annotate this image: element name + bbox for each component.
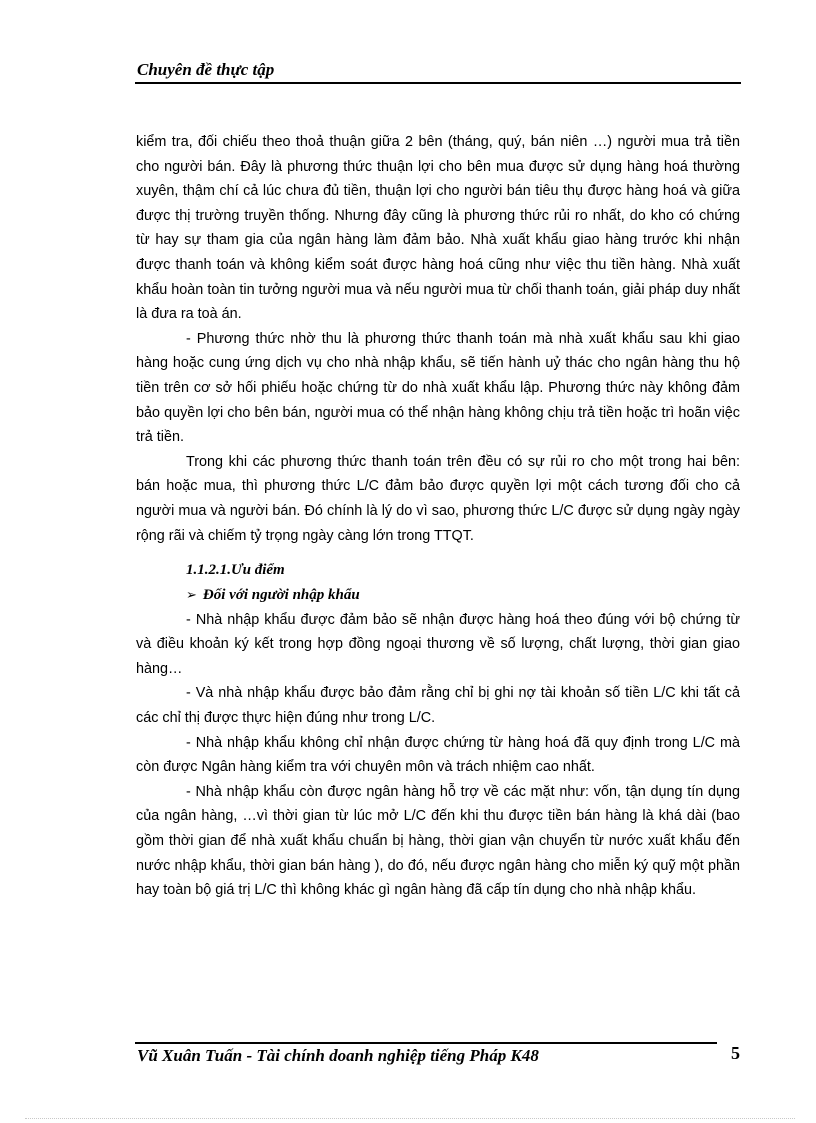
footer-author: Vũ Xuân Tuấn - Tài chính doanh nghiệp tiếng Pháp K48 <box>137 1046 539 1065</box>
section-heading: 1.1.2.1.Ưu điểm <box>186 562 285 579</box>
paragraph-advantage-3: - Nhà nhập khẩu không chỉ nhận được chứng từ hàng hoá đã quy định trong L/C mà còn được Ngân hàng kiểm tra với chuyên môn và trách nhiệm cao nhất. <box>136 734 740 776</box>
paragraph-advantage-4: - Nhà nhập khẩu còn được ngân hàng hỗ trợ về các mặt như: vốn, tận dụng tín dụng của ngân hàng, …vì thời gian từ lúc mở L/C đến khi thu được tiền bán hàng là khá dài (bao gồm thời gian để nhà xuất khẩu chuẩn bị hàng, thời gian vận chuyển từ nước xuất khẩu đến nước nhập khẩu, thời gian bán hàng ), do đó, nếu được ngân hàng cho miễn ký quỹ một phần hay toàn bộ giá trị L/C thì không khác gì ngân hàng đã cấp tín dụng cho nhà nhập khẩu. <box>136 783 740 899</box>
paragraph-collection-method: - Phương thức nhờ thu là phương thức thanh toán mà nhà xuất khẩu sau khi giao hàng hoặc cung ứng dịch vụ cho nhà nhập khẩu, sẽ tiến hành uỷ thác cho ngân hàng thu hộ tiền trên cơ sở hối phiếu hoặc chứng từ do nhà xuất khẩu lập. Phương thức này không đảm bảo quyền lợi cho bên bán, người mua có thể nhận hàng không chịu trả tiền hoặc trì hoãn việc trả tiền. <box>136 330 740 446</box>
paragraph-advantage-1: - Nhà nhập khẩu được đảm bảo sẽ nhận được hàng hoá theo đúng với bộ chứng từ và điều khoản ký kết trong hợp đồng ngoại thương về số lượng, chất lượng, thời gian giao hàng… <box>136 611 740 677</box>
paragraph-lc-summary: Trong khi các phương thức thanh toán trên đều có sự rủi ro cho một trong hai bên: bán hoặc mua, thì phương thức L/C đảm bảo được quyền lợi một cách tương đối cho cả người mua và người bán. Đó chính là lý do vì sao, phương thức L/C được sử dụng ngày ngày rộng rãi và chiếm tỷ trọng ngày càng lớn trong TTQT. <box>136 453 740 544</box>
arrow-bullet-icon: ➢ <box>186 587 197 603</box>
page-edge-divider <box>25 1118 795 1119</box>
body-content <box>136 130 740 903</box>
bullet-heading <box>136 583 740 608</box>
page-number: 5 <box>731 1043 740 1063</box>
paragraph-advantage-2: - Và nhà nhập khẩu được bảo đảm rằng chỉ bị ghi nợ tài khoản số tiền L/C khi tất cả các chỉ thị được thực hiện đúng như trong L/C. <box>136 685 740 727</box>
header-rule <box>135 82 741 84</box>
footer-rule <box>135 1042 717 1044</box>
header-title: Chuyên đề thực tập <box>137 60 275 79</box>
paragraph-intro-continued: kiểm tra, đối chiếu theo thoả thuận giữa 2 bên (tháng, quý, bán niên …) người mua trả tiền cho người bán. Đây là phương thức thuận lợi cho bên mua được sử dụng hàng hoá thường xuyên, thậm chí cả lúc chưa đủ tiền, thuận lợi cho người bán tiêu thụ được hàng hoá và giữa được thị trường truyền thống. Nhưng đây cũng là phương thức rủi ro nhất, do kho có chứng từ hay sự tham gia của ngân hàng làm đảm bảo. Nhà xuất khẩu giao hàng trước khi nhận được thanh toán và không kiểm soát được hàng hoá cũng như việc thu tiền hàng. Nhà xuất khẩu hoàn toàn tin tưởng người mua và nếu người mua từ chối thanh toán, giải pháp duy nhất là đưa ra toà án. <box>136 134 740 323</box>
bullet-heading-text: Đối với người nhập khẩu <box>202 586 360 603</box>
